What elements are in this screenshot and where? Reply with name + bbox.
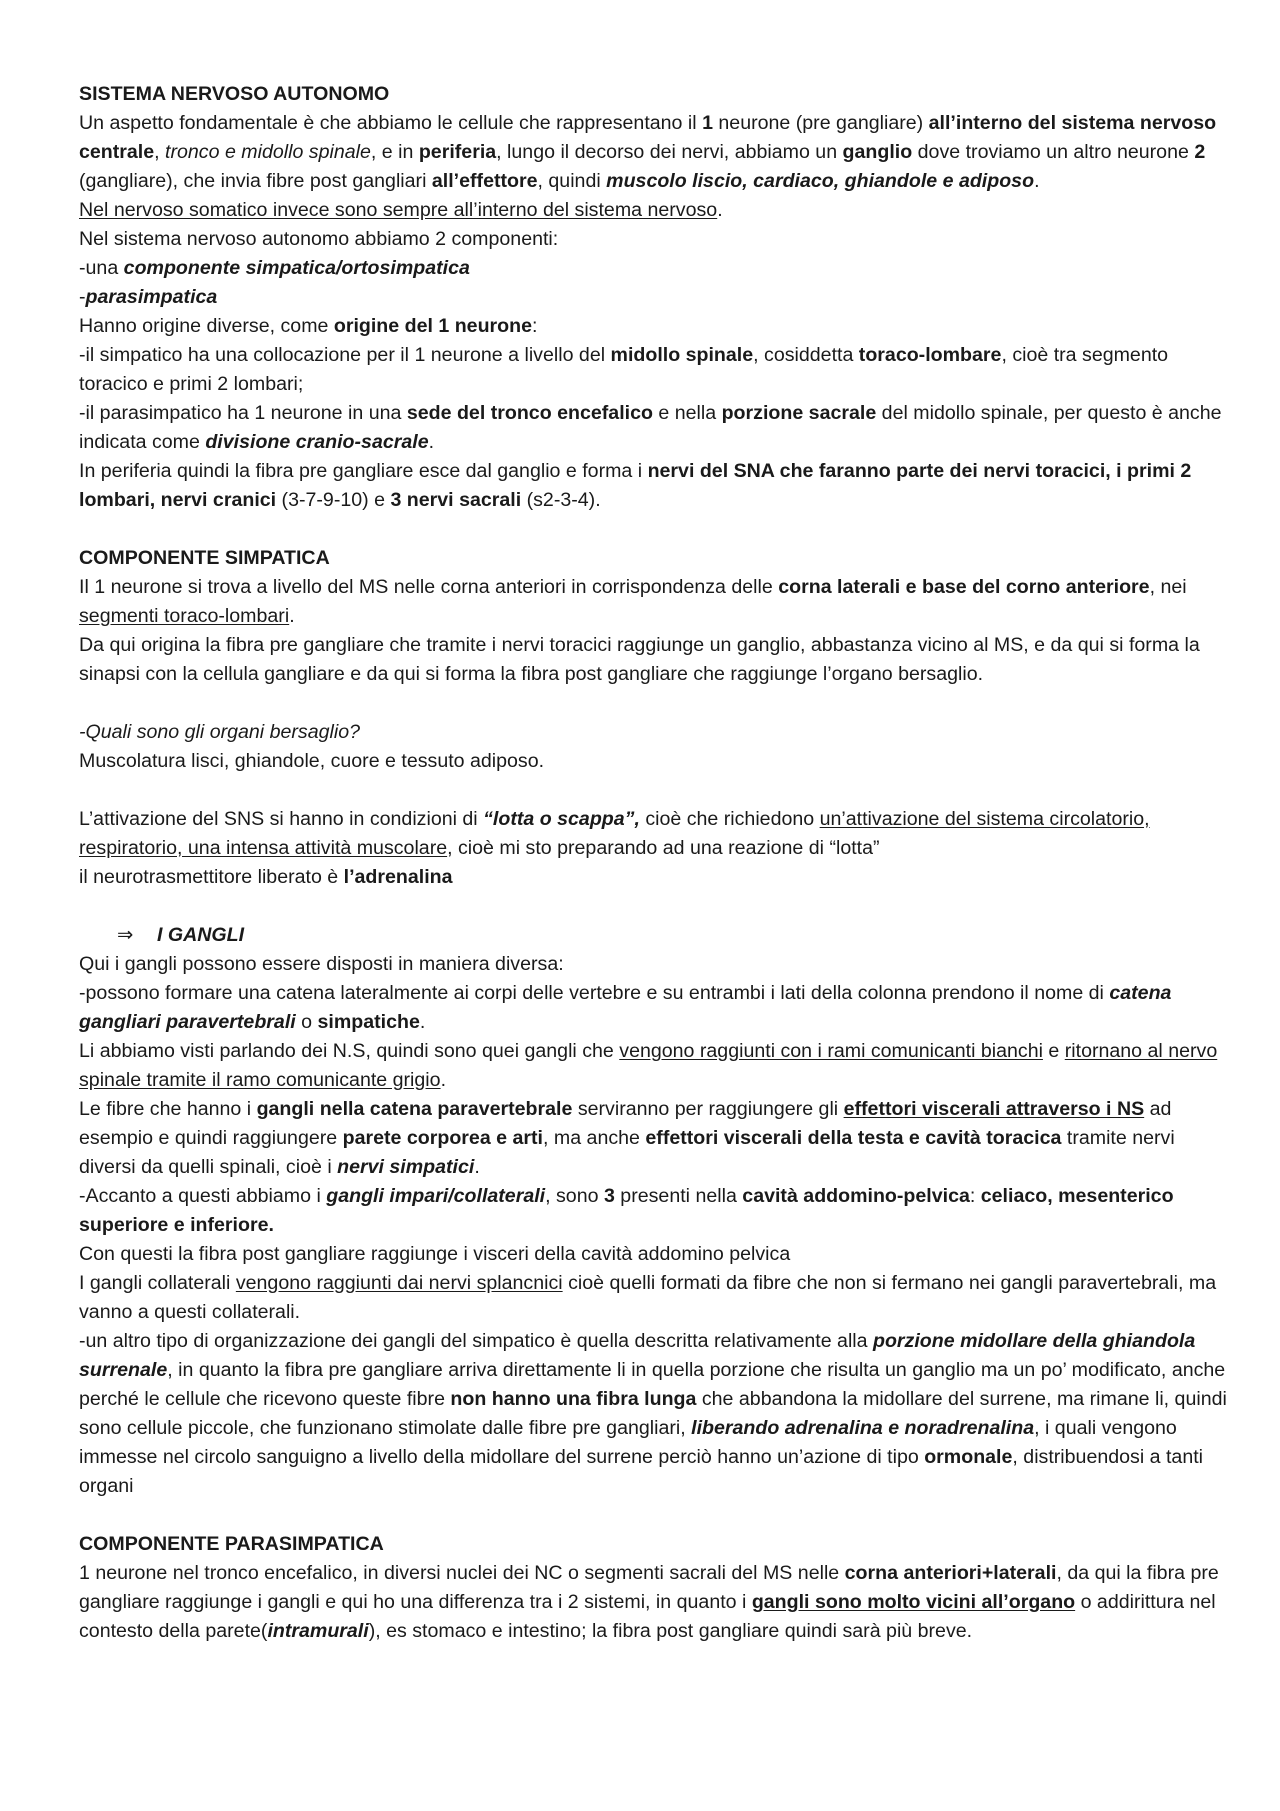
paragraph: -Accanto a questi abbiamo i gangli impari/collaterali, sono 3 presenti nella cavità addomino-pelvica: celiaco, mesenterico superiore e inferiore. xyxy=(79,1185,1174,1236)
paragraph: Le fibre che hanno i gangli nella catena paravertebrale serviranno per raggiungere gli effettori viscerali attraverso i NS ad esempio e quindi raggiungere parete corporea e arti, ma anche effettori viscerali della testa e cavità toracica tramite nervi diversi da quelli spinali, cioè i nervi simpatici. xyxy=(79,1098,1175,1178)
paragraph: il neurotrasmettitore liberato è l’adrenalina xyxy=(79,866,453,888)
paragraph: Nel nervoso somatico invece sono sempre all’interno del sistema nervoso. xyxy=(79,199,723,221)
paragraph: -possono formare una catena lateralmente ai corpi delle vertebre e su entrambi i lati della colonna prendono il nome di catena gangliari paravertebrali o simpatiche. xyxy=(79,982,1172,1033)
section-title-simpatica: COMPONENTE SIMPATICA xyxy=(79,547,330,569)
paragraph: -il parasimpatico ha 1 neurone in una sede del tronco encefalico e nella porzione sacrale del midollo spinale, per questo è anche indicata come divisione cranio-sacrale. xyxy=(79,402,1222,453)
spacer xyxy=(79,776,1229,805)
paragraph: I gangli collaterali vengono raggiunti dai nervi splancnici cioè quelli formati da fibre che non si fermano nei gangli paravertebrali, ma vanno a questi collaterali. xyxy=(79,1272,1217,1323)
section-title-parasimpatica: COMPONENTE PARASIMPATICA xyxy=(79,1533,384,1555)
paragraph: Hanno origine diverse, come origine del 1 neurone: xyxy=(79,315,538,337)
list-item: -parasimpatica xyxy=(79,286,218,308)
paragraph: Il 1 neurone si trova a livello del MS nelle corna anteriori in corrispondenza delle corna laterali e base del corno anteriore, nei segmenti toraco-lombari. xyxy=(79,576,1187,627)
paragraph: -il simpatico ha una collocazione per il 1 neurone a livello del midollo spinale, cosiddetta toraco-lombare, cioè tra segmento toracico e primi 2 lombari; xyxy=(79,344,1169,395)
paragraph: -un altro tipo di organizzazione dei gangli del simpatico è quella descritta relativamente alla porzione midollare della ghiandola surrenale, in quanto la fibra pre gangliare arriva direttamente li in quella porzione che risulta un ganglio ma un po’ modificato, anche perché le cellule che ricevono queste fibre non hanno una fibra lunga che abbandona la midollare del surrene, ma rimane li, quindi sono cellule piccole, che funzionano stimolate dalle fibre pre gangliari, liberando adrenalina e noradrenalina, i quali vengono immesse nel circolo sanguigno a livello della midollare del surrene perciò hanno un’azione di tipo ormonale, distribuendosi a tanti organi xyxy=(79,1330,1227,1497)
list-item: -una componente simpatica/ortosimpatica xyxy=(79,257,470,279)
paragraph: Un aspetto fondamentale è che abbiamo le cellule che rappresentano il 1 neurone (pre gangliare) all’interno del sistema nervoso centrale, tronco e midollo spinale, e in periferia, lungo il decorso dei nervi, abbiamo un ganglio dove troviamo un altro neurone 2 (gangliare), che invia fibre post gangliari all’effettore, quindi muscolo liscio, cardiaco, ghiandole e adiposo. xyxy=(79,112,1217,192)
paragraph: 1 neurone nel tronco encefalico, in diversi nuclei dei NC o segmenti sacrali del MS nelle corna anteriori+laterali, da qui la fibra pre gangliare raggiunge i gangli e qui ho una differenza tra i 2 sistemi, in quanto i gangli sono molto vicini all’organo o addirittura nel contesto della parete(intramurali), es stomaco e intestino; la fibra post gangliare quindi sarà più breve. xyxy=(79,1562,1219,1642)
question: -Quali sono gli organi bersaglio? xyxy=(79,721,361,743)
spacer xyxy=(79,689,1229,718)
answer: Muscolatura lisci, ghiandole, cuore e tessuto adiposo. xyxy=(79,750,545,772)
document-page xyxy=(79,80,1229,1646)
section-title-autonomo: SISTEMA NERVOSO AUTONOMO xyxy=(79,83,390,105)
paragraph: Con questi la fibra post gangliare raggiunge i visceri della cavità addomino pelvica xyxy=(79,1243,791,1265)
paragraph: Da qui origina la fibra pre gangliare che tramite i nervi toracici raggiunge un ganglio, abbastanza vicino al MS, e da qui si forma la sinapsi con la cellula gangliare e da qui si forma la fibra post gangliare che raggiunge l’organo bersaglio. xyxy=(79,634,1200,685)
paragraph: In periferia quindi la fibra pre gangliare esce dal ganglio e forma i nervi del SNA che faranno parte dei nervi toracici, i primi 2 lombari, nervi cranici (3-7-9-10) e 3 nervi sacrali (s2-3-4). xyxy=(79,460,1192,511)
paragraph: Li abbiamo visti parlando dei N.S, quindi sono quei gangli che vengono raggiunti con i rami comunicanti bianchi e ritornano al nervo spinale tramite il ramo comunicante grigio. xyxy=(79,1040,1218,1091)
spacer xyxy=(79,1501,1229,1530)
paragraph: Qui i gangli possono essere disposti in maniera diversa: xyxy=(79,953,564,975)
double-arrow-right-icon: ⇒ xyxy=(117,924,134,946)
spacer xyxy=(79,515,1229,544)
spacer xyxy=(79,892,1229,921)
paragraph: L’attivazione del SNS si hanno in condizioni di “lotta o scappa”, cioè che richiedono un’attivazione del sistema circolatorio, respiratorio, una intensa attività muscolare, cioè mi sto preparando ad una reazione di “lotta” xyxy=(79,808,1150,859)
paragraph: Nel sistema nervoso autonomo abbiamo 2 componenti: xyxy=(79,228,559,250)
subsection-heading-gangli: ⇒ I GANGLI xyxy=(79,921,1229,950)
